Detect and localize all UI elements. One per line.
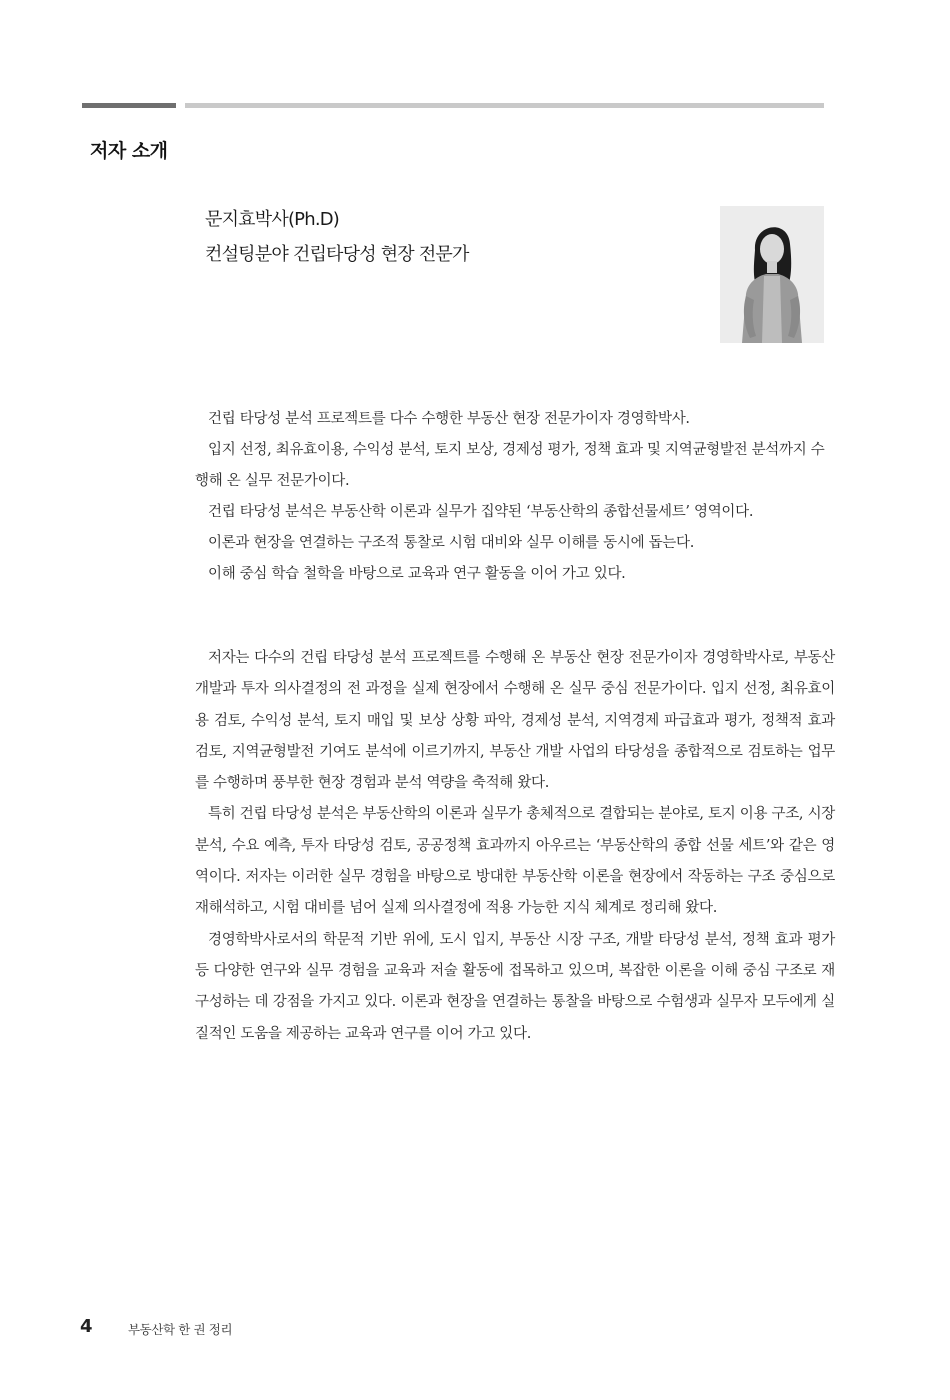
page-number: 4 xyxy=(80,1316,93,1337)
author-name: 문지효박사(Ph.D) xyxy=(205,209,340,230)
footer-book-title: 부동산학 한 권 정리 xyxy=(128,1322,233,1337)
section-title: 저자 소개 xyxy=(90,140,168,162)
summary-line: 건립 타당성 분석은 부동산학 이론과 실무가 집약된 ‘부동산학의 종합선물세트’ 영역이다. xyxy=(208,504,754,520)
bio-paragraph: 특히 건립 타당성 분석은 부동산학의 이론과 실무가 총체적으로 결합되는 분야로, 토지 이용 구조, 시장 분석, 수요 예측, 투자 타당성 검토, 공공정책 효과까지 아우르는 ‘부동산학의 종합 선물 세트’와 같은 영역이다. 저자는 이러한 실무 경험을 바탕으로 방대한 부동산학 이론을 현장에서 작동하는 구조 중심으로 재해석하고, 시험 대비를 넘어 실제 의사결정에 적용 가능한 지식 체계로 정리해 왔다. xyxy=(195,806,835,917)
summary-line: 이해 중심 학습 철학을 바탕으로 교육과 연구 활동을 이어 가고 있다. xyxy=(208,566,626,582)
summary-line: 입지 선정, 최유효이용, 수익성 분석, 토지 보상, 경제성 평가, 정책 효과 및 지역균형발전 분석까지 수행해 온 실무 전문가이다. xyxy=(195,442,825,489)
author-role: 컨설팅분야 건립타당성 현장 전문가 xyxy=(205,244,469,265)
header-rule-light xyxy=(185,103,824,108)
bio-paragraph: 저자는 다수의 건립 타당성 분석 프로젝트를 수행해 온 부동산 현장 전문가이자 경영학박사로, 부동산 개발과 투자 의사결정의 전 과정을 실제 현장에서 수행해 온 실무 중심 전문가이다. 입지 선정, 최유효이용 검토, 수익성 분석, 토지 매입 및 보상 상황 파악, 경제성 분석, 지역경제 파급효과 평가, 정책적 효과 검토, 지역균형발전 기여도 분석에 이르기까지, 부동산 개발 사업의 타당성을 종합적으로 검토하는 업무를 수행하며 풍부한 현장 경험과 분석 역량을 축적해 왔다. xyxy=(195,650,835,792)
bio-text xyxy=(195,643,835,1050)
summary-line: 이론과 현장을 연결하는 구조적 통찰로 시험 대비와 실무 이해를 동시에 돕는다. xyxy=(208,535,695,551)
summary-text xyxy=(195,404,835,590)
header-rule-dark xyxy=(82,103,176,108)
bio-paragraph: 경영학박사로서의 학문적 기반 위에, 도시 입지, 부동산 시장 구조, 개발 타당성 분석, 정책 효과 평가 등 다양한 연구와 실무 경험을 교육과 저술 활동에 접목하고 있으며, 복잡한 이론을 이해 중심 구조로 재구성하는 데 강점을 가지고 있다. 이론과 현장을 연결하는 통찰을 바탕으로 수험생과 실무자 모두에게 실질적인 도움을 제공하는 교육과 연구를 이어 가고 있다. xyxy=(195,931,835,1042)
summary-line: 건립 타당성 분석 프로젝트를 다수 수행한 부동산 현장 전문가이자 경영학박사. xyxy=(208,411,690,427)
author-photo xyxy=(720,206,824,343)
